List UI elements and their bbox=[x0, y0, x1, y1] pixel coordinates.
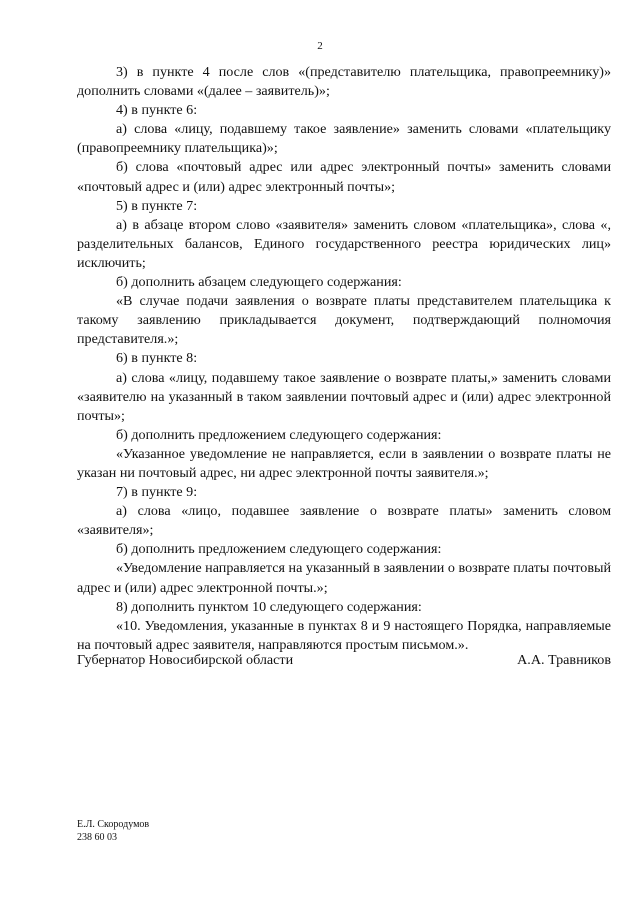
paragraph: «Указанное уведомление не направляется, если в заявлении о возврате платы не указан ни почтовый адрес, ни адрес электронной почты заявителя.»; bbox=[77, 445, 611, 481]
page-number: 2 bbox=[317, 40, 323, 52]
paragraph: а) в абзаце втором слово «заявителя» заменить словом «плательщика», слова «, разделительных балансов, Единого государственного реестра юридических лиц» исключить; bbox=[77, 216, 611, 271]
executor-phone: 238 60 03 bbox=[77, 832, 117, 843]
paragraph: б) дополнить абзацем следующего содержания: bbox=[116, 274, 402, 291]
paragraph: «Уведомление направляется на указанный в заявлении о возврате платы почтовый адрес и (или) адрес электронной почты.»; bbox=[77, 560, 611, 596]
paragraph: а) слова «лицу, подавшему такое заявление о возврате платы,» заменить словами «заявителю на указанный в таком заявлении почтовый адрес и (или) адрес электронной почты»; bbox=[77, 369, 611, 424]
paragraph: а) слова «лицу, подавшему такое заявление» заменить словами «плательщику (правопреемнику плательщика)»; bbox=[77, 121, 611, 157]
document-body bbox=[77, 63, 611, 655]
executor-name: Е.Л. Скородумов bbox=[77, 819, 150, 830]
paragraph: «В случае подачи заявления о возврате платы представителем плательщика к такому заявлению прикладывается документ, подтверждающий полномочия представителя.»; bbox=[77, 293, 611, 348]
paragraph: 8) дополнить пунктом 10 следующего содержания: bbox=[116, 598, 422, 615]
paragraph: 7) в пункте 9: bbox=[116, 484, 198, 501]
signatory-position: Губернатор Новосибирской области bbox=[77, 652, 294, 668]
paragraph: а) слова «лицо, подавшее заявление о возврате платы» заменить словом «заявителя»; bbox=[77, 503, 611, 539]
executor-block bbox=[77, 818, 149, 844]
paragraph: 5) в пункте 7: bbox=[116, 197, 198, 214]
paragraph: 3) в пункте 4 после слов «(представителю плательщика, правопреемнику)» дополнить словами «(далее – заявитель)»; bbox=[77, 64, 611, 100]
paragraph: 4) в пункте 6: bbox=[116, 102, 198, 119]
paragraph: б) дополнить предложением следующего содержания: bbox=[116, 426, 442, 443]
paragraph: 6) в пункте 8: bbox=[116, 350, 198, 367]
signatory-name: А.А. Травников bbox=[517, 652, 611, 668]
paragraph: б) слова «почтовый адрес или адрес электронный почты» заменить словами «почтовый адрес и (или) адрес электронный почты»; bbox=[77, 159, 611, 195]
paragraph: «10. Уведомления, указанные в пунктах 8 и 9 настоящего Порядка, направляемые на почтовый адрес заявителя, направляются простым письмом.». bbox=[77, 617, 611, 653]
paragraph: б) дополнить предложением следующего содержания: bbox=[116, 541, 442, 558]
signature-block bbox=[77, 651, 611, 670]
